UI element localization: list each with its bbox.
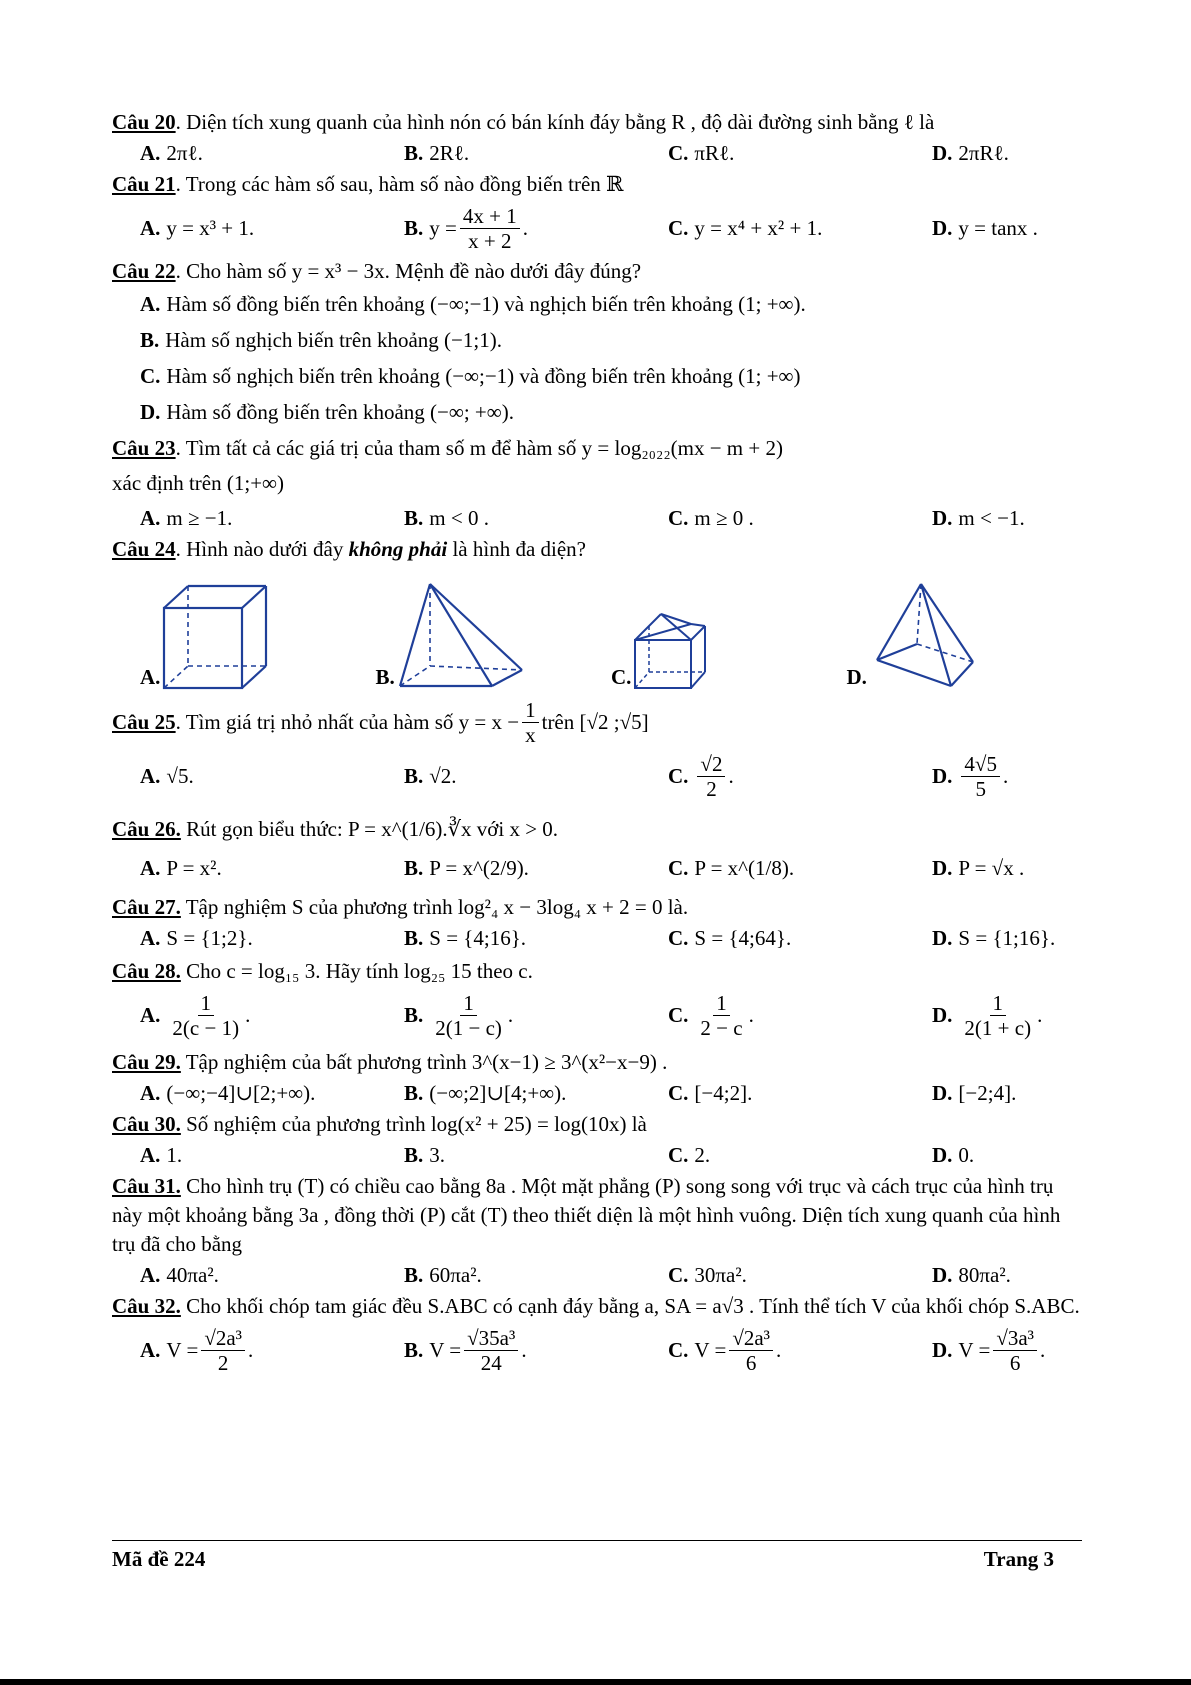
cube-figure [160,582,270,692]
option-d: D. Hàm số đồng biến trên khoảng (−∞; +∞). [140,399,514,424]
option-a: A. V = $\frac{\text{√2a³}}{2}$ . [140,1325,254,1375]
option-b: B. y = $\frac{4x + 1}{x + 2}$ . [404,203,528,253]
question-number: Câu 23 [112,436,176,460]
option-d: D. P = √x . [932,856,1025,880]
option-a: A. (−∞;−4]∪[2;+∞). [140,1081,316,1105]
question-24: Câu 24. Hình nào dưới đây không phải là hình đa diện? [112,537,586,561]
options-20 [140,139,1082,168]
option-c: C. S = {4;64}. [668,926,792,950]
exam-page [112,108,1082,1379]
question-text: Cho hình trụ (T) có chiều cao bằng 8a . Một mặt phẳng (P) song song với trục và cách trục của hình trụ này một khoảng bằng 3a , đồng thời (P) cắt (T) theo thiết diện là một hình vuông. Diện tích xung quanh của hình trụ đã cho bằng [112,1174,1061,1256]
option-c: C. 2. [668,1143,711,1167]
fraction: $\frac{1}{x}$ [522,698,539,747]
option-b: B. m < 0 . [404,506,489,530]
option-a: A. m ≥ −1. [140,506,233,530]
question-20 [112,108,1082,137]
question-25: Câu 25 . Tìm giá trị nhỏ nhất của hàm số y = x − $\frac{1}{x}$ trên [√2 ;√5] [112,698,649,747]
fraction: $\frac{\text{√3a³}}{6}$ [993,1326,1037,1375]
fraction: $\frac{4√5}{5}$ [961,752,1000,801]
option-d: D. $\frac{4√5}{5}$ . [932,751,1009,801]
tetrahedron-figure [867,580,977,692]
fraction: $\frac{1}{2(c - 1)}$ [172,990,240,1040]
option-a: A. P = x². [140,856,222,880]
figures-24 [140,574,1082,692]
question-text: Tập nghiệm của bất phương trình 3^(x−1) ≥ 3^(x²−x−9) . [180,1050,668,1074]
option-d: D. m < −1. [932,506,1025,530]
option-c: C. P = x^(1/8). [668,856,795,880]
question-27 [112,893,1082,922]
options-26 [140,854,1082,883]
option-b: B. 60πa². [404,1263,482,1287]
question-number: Câu 24 [112,537,176,561]
option-c: C. [−4;2]. [668,1081,753,1105]
question-number: Câu 22 [112,259,176,283]
options-23 [140,504,1082,533]
composite-figure [631,606,711,692]
option-c: C. $\frac{1}{2 - c}$ . [668,990,754,1040]
pyramid-figure [396,580,526,692]
question-26 [112,815,1082,844]
question-32 [112,1292,1082,1321]
option-b: B. Hàm số nghịch biến trên khoảng (−1;1). [140,327,502,352]
options-22 [140,286,1082,430]
option-c: C. V = $\frac{\text{√2a³}}{6}$ . [668,1325,782,1375]
fraction: $\frac{1}{2 - c}$ [700,990,743,1040]
option-d: D. 2πRℓ. [932,141,1009,165]
option-b: B. (−∞;2]∪[4;+∞). [404,1081,567,1105]
option-b: B. V = $\frac{\text{√35a³}}{24}$ . [404,1325,527,1375]
page-footer [112,1540,1082,1571]
option-d: D. V = $\frac{\text{√3a³}}{6}$ . [932,1325,1046,1375]
question-text: Tập nghiệm S của phương trình log²₄ x − 3log₄ x + 2 = 0 là. [180,895,689,919]
option-a: A. 40πa². [140,1263,219,1287]
figure-c-composite: C. [611,574,847,692]
question-number: Câu 27. [112,895,181,919]
question-21 [112,170,1082,199]
option-a: A. Hàm số đồng biến trên khoảng (−∞;−1) và nghịch biến trên khoảng (1; +∞). [140,291,806,316]
figure-b-pyramid: B. [376,574,612,692]
option-c: C. $\frac{√2}{2}$ . [668,751,734,801]
fraction: $\frac{\text{√35a³}}{24}$ [464,1326,518,1375]
option-a: A. $\frac{1}{2(c - 1)}$ . [140,990,251,1040]
exam-code: Mã đề 224 [112,1547,206,1571]
question-text: . Tìm tất cả các giá trị của tham số m để hàm số y = log₂₀₂₂(mx − m + 2) [175,436,783,460]
option-b: B. P = x^(2/9). [404,856,529,880]
option-b: B. S = {4;16}. [404,926,527,950]
option-b: B. √2. [404,763,457,788]
option-a: A. y = x³ + 1. [140,215,255,240]
question-number: Câu 20 [112,110,176,134]
question-30 [112,1110,1082,1139]
options-28 [140,988,1082,1042]
bottom-border [0,1679,1191,1685]
question-23-cont: xác định trên (1;+∞) [112,471,285,495]
question-number: Câu 29. [112,1050,181,1074]
question-29 [112,1048,1082,1077]
page-number: Trang 3 [983,1547,1054,1571]
options-27 [140,924,1082,953]
question-31 [112,1172,1082,1259]
option-c: C. πRℓ. [668,141,735,165]
option-d: D. y = tanx . [932,215,1038,240]
options-32 [140,1323,1082,1377]
question-text: Cho c = log₁₅ 3. Hãy tính log₂₅ 15 theo c. [180,959,533,983]
option-b: B. $\frac{1}{2(1 - c)}$ . [404,990,514,1040]
fraction: $\frac{\text{√2a³}}{6}$ [729,1326,773,1375]
option-a: A. √5. [140,763,194,788]
option-a: A. 1. [140,1143,183,1167]
option-c: C. Hàm số nghịch biến trên khoảng (−∞;−1) và đồng biến trên khoảng (1; +∞) [140,363,801,388]
question-23 [112,434,1082,463]
question-28 [112,957,1082,986]
fraction: $\frac{1}{2(1 - c)}$ [435,990,502,1040]
fraction: $\frac{√2}{2}$ [697,752,725,801]
question-number: Câu 32. [112,1294,181,1318]
figure-a-cube: A. [140,574,376,692]
option-d: D. 80πa². [932,1263,1011,1287]
option-d: D. 0. [932,1143,975,1167]
options-29 [140,1079,1082,1108]
question-number: Câu 30. [112,1112,181,1136]
fraction: $\frac{\text{√2a³}}{2}$ [201,1326,245,1375]
question-text: . Trong các hàm số sau, hàm số nào đồng biến trên ℝ [175,172,624,196]
question-text: . Cho hàm số y = x³ − 3x. Mệnh đề nào dưới đây đúng? [175,259,642,283]
fraction: $\frac{1}{2(1 + c)}$ [964,990,1032,1040]
options-25 [140,749,1082,803]
option-d: D. S = {1;16}. [932,926,1056,950]
option-a: A. S = {1;2}. [140,926,253,950]
options-30 [140,1141,1082,1170]
option-c: C. y = x⁴ + x² + 1. [668,215,823,240]
options-21 [140,201,1082,255]
option-c: C. 30πa². [668,1263,747,1287]
question-text: . Diện tích xung quanh của hình nón có bán kính đáy bằng R , độ dài đường sinh bằng ℓ là [175,110,935,134]
question-number: Câu 21 [112,172,176,196]
option-b: B. 2Rℓ. [404,141,470,165]
figure-d-tetrahedron: D. [847,574,1083,692]
option-c: C. m ≥ 0 . [668,506,754,530]
option-b: B. 3. [404,1143,446,1167]
question-22 [112,257,1082,286]
question-text: Cho khối chóp tam giác đều S.ABC có cạnh đáy bằng a, SA = a√3 . Tính thể tích V của khối chóp S.ABC. [180,1294,1080,1318]
option-a: A. 2πℓ. [140,141,203,165]
question-number: Câu 25 [112,710,176,734]
question-number: Câu 26. [112,817,181,841]
options-31 [140,1261,1082,1290]
option-d: D. $\frac{1}{2(1 + c)}$ . [932,990,1043,1040]
fraction: $\frac{4x + 1}{x + 2}$ [460,204,520,253]
question-text: Rút gọn biểu thức: P = x^(1/6).∛x với x > 0. [180,817,559,841]
option-d: D. [−2;4]. [932,1081,1017,1105]
question-number: Câu 31. [112,1174,181,1198]
question-text: Số nghiệm của phương trình log(x² + 25) = log(10x) là [180,1112,647,1136]
question-number: Câu 28. [112,959,181,983]
